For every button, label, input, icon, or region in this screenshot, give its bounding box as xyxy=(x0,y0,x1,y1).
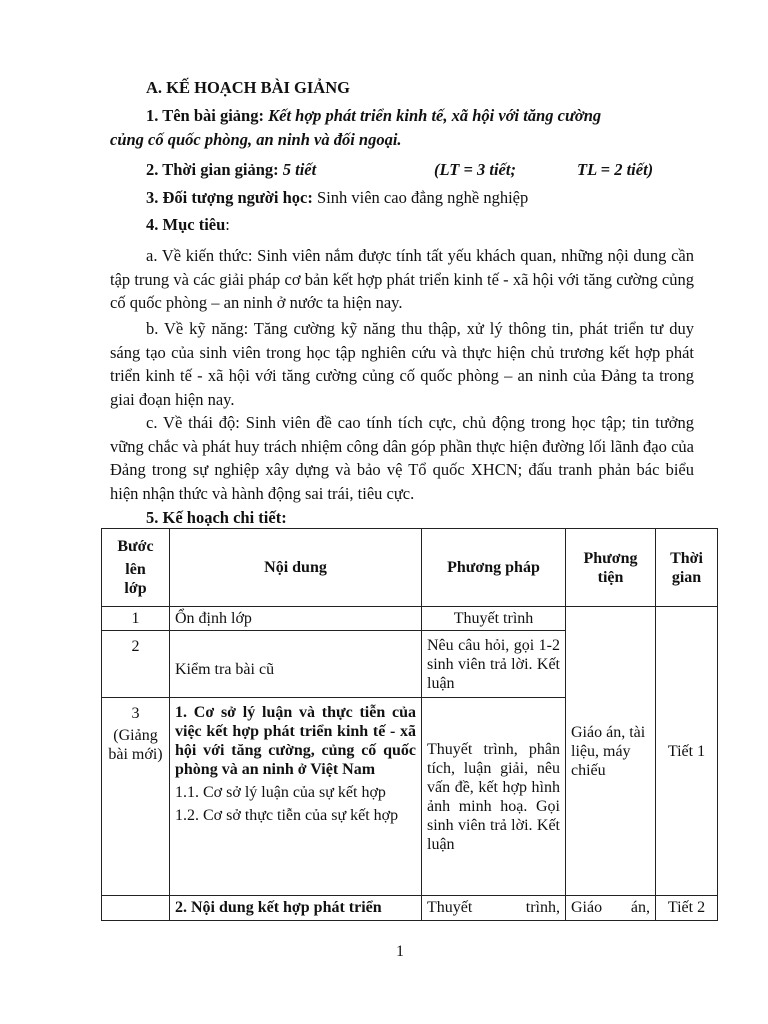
item-5-label: 5. Kế hoạch chi tiết: xyxy=(146,508,287,527)
row-3-content-sub-1: 1.1. Cơ sở lý luận của sự kết hợp xyxy=(175,784,386,801)
table-row xyxy=(102,896,718,921)
objective-attitude-text: c. Về thái độ: Sinh viên đề cao tính tích cực, chủ động trong học tập; tin tưởng vững chắc và phát huy trách nhiệm công dân góp phần thực hiện đường lối lãnh đạo của Đảng trong sự nghiệp xây dựng và bảo vệ Tổ quốc XHCN; đấu tranh phản bác biểu hiện nhận thức và hành động sai trái, tiêu cực. xyxy=(110,413,694,503)
item-2-value: 5 tiết xyxy=(282,160,317,179)
header-content: Nội dung xyxy=(170,529,422,607)
item-2-lt: (LT = 3 tiết; xyxy=(434,160,516,179)
row-2-content: Kiểm tra bài cũ xyxy=(170,631,422,698)
item-1-line-1 xyxy=(146,106,601,126)
item-3-line xyxy=(146,188,528,208)
header-media: Phương tiện xyxy=(566,529,656,607)
row-3-content-title: 1. Cơ sở lý luận và thực tiễn của việc kết hợp phát triển kinh tế - xã hội với tăng cường, củng cố quốc phòng và an ninh ở Việt Nam xyxy=(175,704,416,778)
row-3-content xyxy=(170,698,422,896)
row-2-method: Nêu câu hỏi, gọi 1-2 sinh viên trả lời. Kết luận xyxy=(422,631,566,698)
page-number: 1 xyxy=(396,943,404,960)
row-4-method: Thuyết trình, xyxy=(422,896,566,921)
header-step: Bước lên lớp xyxy=(102,529,170,607)
header-method: Phương pháp xyxy=(422,529,566,607)
row-4-time: Tiết 2 xyxy=(656,896,718,921)
row-1-step: 1 xyxy=(102,607,170,631)
objective-skills-text: b. Về kỹ năng: Tăng cường kỹ năng thu thập, xử lý thông tin, phát triển tư duy sáng tạo của sinh viên trong học tập nghiên cứu và thực hiện chủ trương kết hợp phát triển kinh tế - xã hội với tăng cường củng cố quốc phòng – an ninh của Đảng ta trong giai đoạn hiện nay. xyxy=(110,319,694,409)
item-1-title: Kết hợp phát triển kinh tế, xã hội với tăng cường xyxy=(268,106,602,125)
objective-attitude xyxy=(110,411,694,505)
table-header-row xyxy=(102,529,718,607)
objective-knowledge xyxy=(110,244,694,315)
row-3-step: 3 (Giảng bài mới) xyxy=(102,698,170,896)
item-4-line xyxy=(146,215,230,235)
row-1-content: Ổn định lớp xyxy=(170,607,422,631)
row-4-media: Giáo án, xyxy=(566,896,656,921)
objective-knowledge-text: a. Về kiến thức: Sinh viên nắm được tính tất yếu khách quan, những nội dung cần tập trung và các giải pháp cơ bản kết hợp phát triển kinh tế - xã hội với tăng cường củng cố quốc phòng – an ninh ở nước ta hiện nay. xyxy=(110,246,694,312)
row-4-content: 2. Nội dung kết hợp phát triển xyxy=(170,896,422,921)
item-2-tl: TL = 2 tiết) xyxy=(577,160,654,179)
row-3-content-sub-2: 1.2. Cơ sở thực tiễn của sự kết hợp xyxy=(175,807,399,824)
section-heading: A. KẾ HOẠCH BÀI GIẢNG xyxy=(146,78,350,97)
row-3-media: Giáo án, tài liệu, máy chiếu xyxy=(566,607,656,896)
item-3-label: 3. Đối tượng người học: xyxy=(146,188,313,207)
row-4-step xyxy=(102,896,170,921)
item-1-label: 1. Tên bài giảng: xyxy=(146,106,264,125)
item-4-label: 4. Mục tiêu xyxy=(146,215,226,234)
row-2-step: 2 xyxy=(102,631,170,698)
item-1-title-cont: củng cố quốc phòng, an ninh và đối ngoại. xyxy=(110,130,402,149)
row-3-method: Thuyết trình, phân tích, luận giải, nêu vấn đề, kết hợp hình ảnh minh hoạ. Gọi sinh viên trả lời. Kết luận xyxy=(422,698,566,896)
item-4-colon: : xyxy=(225,215,230,234)
row-3-time: Tiết 1 xyxy=(656,607,718,896)
lesson-plan-table xyxy=(101,528,718,921)
header-time: Thời gian xyxy=(656,529,718,607)
item-3-value: Sinh viên cao đẳng nghề nghiệp xyxy=(317,188,529,207)
row-1-method: Thuyết trình xyxy=(422,607,566,631)
item-2-label: 2. Thời gian giảng: xyxy=(146,160,279,179)
table-row xyxy=(102,607,718,631)
objective-skills xyxy=(110,317,694,411)
item-2-line xyxy=(146,160,316,180)
